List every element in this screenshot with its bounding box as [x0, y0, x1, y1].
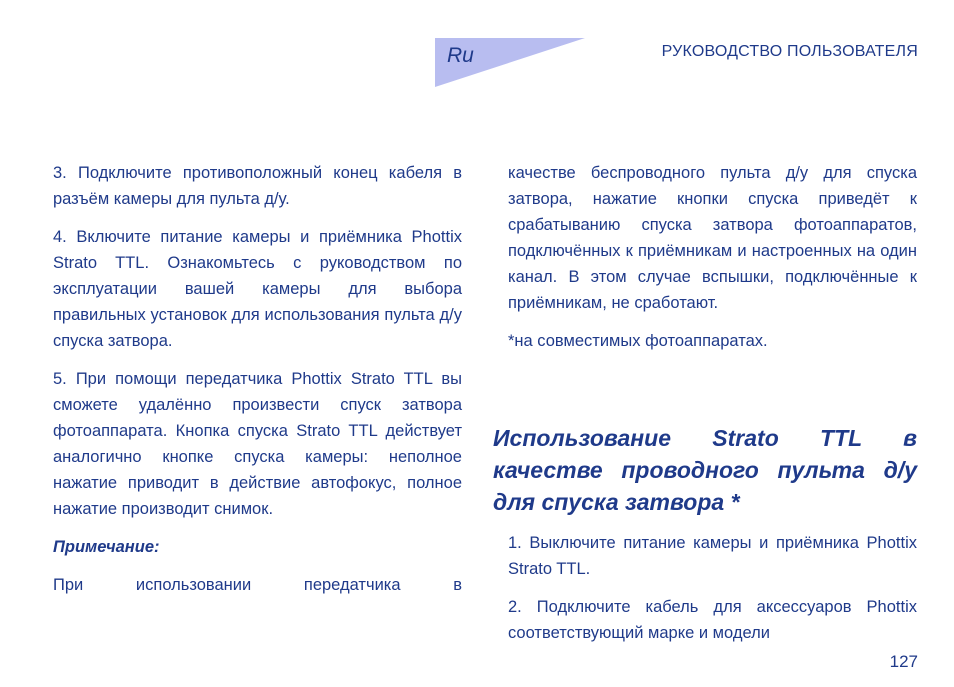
section-step-2: 2. Подключите кабель для аксессуаров Phottix соответствующий марке и модели: [508, 598, 917, 642]
language-tab: [435, 38, 585, 87]
section-step-1: 1. Выключите питание камеры и приёмника Phottix Strato TTL.: [508, 534, 917, 578]
section-heading: Использование Strato TTL в качестве проводного пульта д/у для спуска затвора *: [493, 425, 917, 515]
right-column: [508, 160, 917, 366]
page-number: 127: [889, 652, 918, 671]
manual-title: РУКОВОДСТВО ПОЛЬЗОВАТЕЛЯ: [661, 43, 918, 60]
paragraph-step-3: 3. Подключите противоположный конец кабеля в разъём камеры для пульта д/у.: [53, 164, 462, 208]
left-column: [53, 160, 462, 610]
note-continuation: качестве беспроводного пульта д/у для спуска затвора, нажатие кнопки спуска приведёт к срабатыванию спуска затвора фотоаппаратов, подключённых к приёмникам и настроенных на один канал. В этом случае вспышки, подключённые к приёмникам, не сработают.: [508, 164, 917, 312]
paragraph-step-4: 4. Включите питание камеры и приёмника Phottix Strato TTL. Ознакомьтесь с руководством по эксплуатации вашей камеры для выбора правильных установок для использования пульта д/у спуска затвора.: [53, 228, 462, 350]
note-text: При использовании передатчика в: [53, 576, 462, 594]
note-label: Примечание:: [53, 538, 160, 556]
section-steps: [508, 530, 917, 658]
compatibility-footnote: *на совместимых фотоаппаратах.: [508, 332, 768, 350]
paragraph-step-5: 5. При помощи передатчика Phottix Strato TTL вы сможете удалённо произвести спуск затвора фотоаппарата. Кнопка спуска Strato TTL действует аналогично кнопке спуска камеры: неполное нажатие приводит в действие автофокус, полное нажатие производит снимок.: [53, 370, 462, 518]
language-label: Ru: [447, 44, 474, 67]
